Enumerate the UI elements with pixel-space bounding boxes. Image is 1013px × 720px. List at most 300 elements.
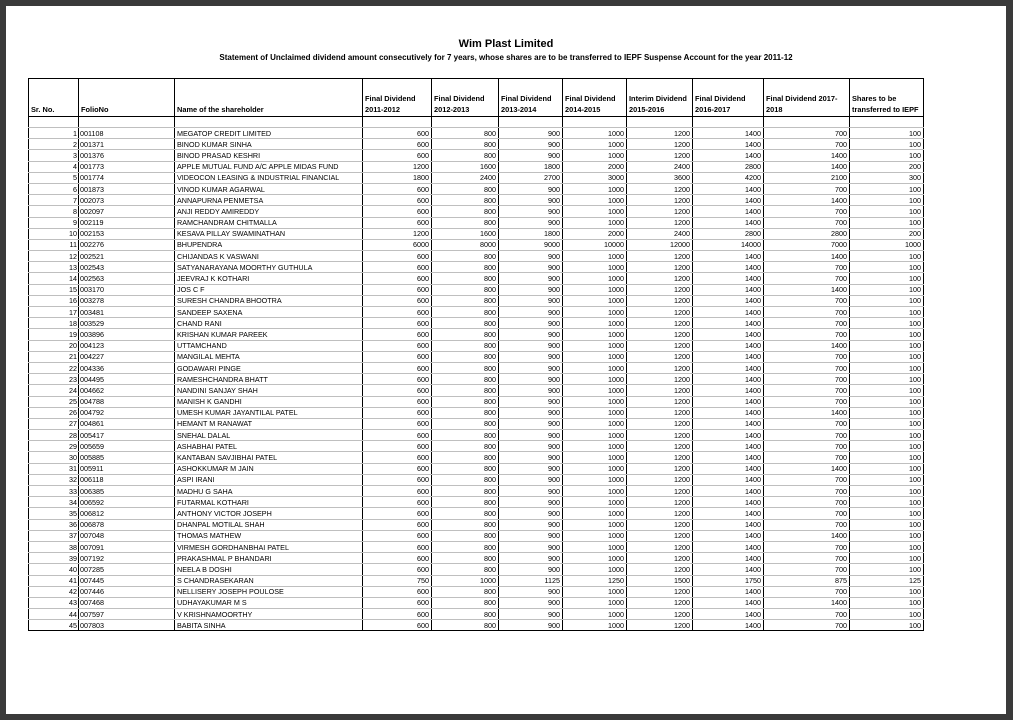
cell-shareholder-name: UTTAMCHAND	[175, 340, 363, 351]
cell-final-2017-2018: 700	[764, 128, 850, 139]
cell-final-2011-2012: 600	[363, 251, 432, 262]
cell-folio-no: 001376	[79, 150, 175, 161]
cell-final-2017-2018: 2100	[764, 172, 850, 183]
cell-sr-no: 20	[29, 340, 79, 351]
cell-final-2013-2014: 900	[499, 217, 563, 228]
cell-final-2017-2018: 1400	[764, 150, 850, 161]
cell-final-2016-2017: 1400	[693, 262, 764, 273]
cell-shareholder-name: ASPI IRANI	[175, 474, 363, 485]
cell-folio-no: 004495	[79, 374, 175, 385]
cell-final-2014-2015: 2000	[563, 161, 627, 172]
cell-final-2014-2015: 1000	[563, 474, 627, 485]
cell-final-2014-2015: 1000	[563, 351, 627, 362]
table-row	[29, 430, 924, 441]
cell-final-2013-2014: 900	[499, 452, 563, 463]
cell-final-2016-2017: 1400	[693, 318, 764, 329]
cell-final-2017-2018: 1400	[764, 530, 850, 541]
cell-folio-no: 001773	[79, 161, 175, 172]
table-row	[29, 183, 924, 194]
cell-final-2014-2015: 1000	[563, 564, 627, 575]
cell-final-2017-2018: 700	[764, 508, 850, 519]
cell-final-2013-2014: 900	[499, 497, 563, 508]
cell-shareholder-name: NANDINI SANJAY SHAH	[175, 385, 363, 396]
cell-interim-2015-2016: 1200	[627, 183, 693, 194]
cell-final-2012-2013: 800	[432, 295, 499, 306]
cell-final-2016-2017: 1400	[693, 519, 764, 530]
table-row	[29, 273, 924, 284]
cell-interim-2015-2016: 1200	[627, 609, 693, 620]
cell-final-2011-2012: 6000	[363, 239, 432, 250]
cell-shareholder-name: BHUPENDRA	[175, 239, 363, 250]
cell-shares-to-iepf: 100	[850, 407, 924, 418]
cell-shares-to-iepf: 100	[850, 128, 924, 139]
cell-final-2011-2012: 600	[363, 463, 432, 474]
cell-final-2013-2014: 900	[499, 418, 563, 429]
cell-sr-no: 4	[29, 161, 79, 172]
cell-final-2014-2015: 1000	[563, 396, 627, 407]
cell-final-2014-2015: 1000	[563, 318, 627, 329]
cell-shares-to-iepf: 100	[850, 206, 924, 217]
cell-final-2012-2013: 800	[432, 474, 499, 485]
cell-final-2013-2014: 900	[499, 351, 563, 362]
cell-shareholder-name: VINOD KUMAR AGARWAL	[175, 183, 363, 194]
cell-interim-2015-2016: 1200	[627, 284, 693, 295]
cell-final-2011-2012: 600	[363, 206, 432, 217]
cell-final-2016-2017: 1400	[693, 463, 764, 474]
cell-final-2012-2013: 800	[432, 396, 499, 407]
cell-sr-no: 6	[29, 183, 79, 194]
cell-final-2017-2018: 700	[764, 396, 850, 407]
cell-shareholder-name: SNEHAL DALAL	[175, 430, 363, 441]
cell-final-2011-2012: 600	[363, 586, 432, 597]
cell-final-2013-2014: 900	[499, 508, 563, 519]
cell-final-2016-2017: 1400	[693, 307, 764, 318]
cell-folio-no: 006878	[79, 519, 175, 530]
cell-folio-no: 003481	[79, 307, 175, 318]
cell-folio-no: 002097	[79, 206, 175, 217]
cell-final-2014-2015: 1250	[563, 575, 627, 586]
cell-shares-to-iepf: 300	[850, 172, 924, 183]
cell-final-2012-2013: 800	[432, 340, 499, 351]
cell-final-2012-2013: 800	[432, 329, 499, 340]
col-header-final-2016-2017: Final Dividend 2016-2017	[693, 79, 764, 117]
cell-interim-2015-2016: 1200	[627, 195, 693, 206]
cell-shares-to-iepf: 100	[850, 497, 924, 508]
table-row	[29, 284, 924, 295]
table-row	[29, 452, 924, 463]
cell-final-2014-2015: 1000	[563, 307, 627, 318]
cell-sr-no: 10	[29, 228, 79, 239]
table-row	[29, 396, 924, 407]
cell-final-2014-2015: 1000	[563, 128, 627, 139]
cell-final-2012-2013: 800	[432, 430, 499, 441]
table-row	[29, 497, 924, 508]
cell-final-2011-2012: 600	[363, 396, 432, 407]
cell-sr-no: 8	[29, 206, 79, 217]
cell-final-2017-2018: 700	[764, 497, 850, 508]
cell-final-2011-2012: 1200	[363, 161, 432, 172]
cell-final-2017-2018: 700	[764, 519, 850, 530]
cell-final-2016-2017: 1400	[693, 340, 764, 351]
cell-final-2014-2015: 1000	[563, 262, 627, 273]
cell-shareholder-name: BINOD PRASAD KESHRI	[175, 150, 363, 161]
cell-folio-no: 001371	[79, 139, 175, 150]
cell-final-2011-2012: 600	[363, 307, 432, 318]
cell-final-2014-2015: 1000	[563, 374, 627, 385]
cell-final-2016-2017: 1400	[693, 564, 764, 575]
cell-final-2016-2017: 1400	[693, 497, 764, 508]
cell-interim-2015-2016: 1200	[627, 564, 693, 575]
cell-final-2014-2015: 1000	[563, 553, 627, 564]
col-header-shareholder-name: Name of the shareholder	[175, 79, 363, 117]
cell-final-2013-2014: 900	[499, 251, 563, 262]
table-row	[29, 161, 924, 172]
cell-final-2013-2014: 900	[499, 374, 563, 385]
cell-final-2017-2018: 875	[764, 575, 850, 586]
cell-interim-2015-2016: 1200	[627, 508, 693, 519]
cell-interim-2015-2016: 1200	[627, 474, 693, 485]
cell-sr-no: 21	[29, 351, 79, 362]
cell-final-2016-2017: 1400	[693, 586, 764, 597]
cell-shares-to-iepf: 100	[850, 284, 924, 295]
cell-final-2011-2012: 600	[363, 609, 432, 620]
cell-shares-to-iepf: 100	[850, 329, 924, 340]
cell-final-2014-2015: 1000	[563, 295, 627, 306]
cell-shareholder-name: UDHAYAKUMAR M S	[175, 597, 363, 608]
cell-shareholder-name: ANJI REDDY AMIREDDY	[175, 206, 363, 217]
table-row	[29, 128, 924, 139]
cell-final-2016-2017: 2800	[693, 161, 764, 172]
cell-folio-no: 007091	[79, 541, 175, 552]
cell-final-2016-2017: 1400	[693, 486, 764, 497]
cell-final-2016-2017: 1400	[693, 597, 764, 608]
cell-shares-to-iepf: 100	[850, 452, 924, 463]
cell-final-2011-2012: 600	[363, 418, 432, 429]
cell-shareholder-name: RAMCHANDRAM CHITMALLA	[175, 217, 363, 228]
cell-interim-2015-2016: 1200	[627, 307, 693, 318]
table-row	[29, 318, 924, 329]
cell-sr-no: 36	[29, 519, 79, 530]
cell-final-2011-2012: 600	[363, 262, 432, 273]
cell-folio-no: 002153	[79, 228, 175, 239]
cell-folio-no: 006812	[79, 508, 175, 519]
cell-sr-no: 16	[29, 295, 79, 306]
table-row	[29, 564, 924, 575]
cell-shares-to-iepf: 100	[850, 474, 924, 485]
cell-interim-2015-2016: 1200	[627, 385, 693, 396]
table-row	[29, 251, 924, 262]
table-row	[29, 295, 924, 306]
cell-final-2013-2014: 900	[499, 307, 563, 318]
cell-final-2011-2012: 600	[363, 362, 432, 373]
cell-final-2011-2012: 600	[363, 597, 432, 608]
cell-final-2016-2017: 1400	[693, 609, 764, 620]
cell-sr-no: 9	[29, 217, 79, 228]
cell-final-2013-2014: 900	[499, 206, 563, 217]
cell-final-2017-2018: 700	[764, 586, 850, 597]
cell-folio-no: 007192	[79, 553, 175, 564]
cell-interim-2015-2016: 3600	[627, 172, 693, 183]
cell-folio-no: 007285	[79, 564, 175, 575]
cell-sr-no: 7	[29, 195, 79, 206]
cell-final-2016-2017: 1400	[693, 295, 764, 306]
cell-final-2014-2015: 1000	[563, 508, 627, 519]
cell-final-2012-2013: 800	[432, 318, 499, 329]
cell-final-2016-2017: 1400	[693, 351, 764, 362]
cell-sr-no: 37	[29, 530, 79, 541]
cell-final-2011-2012: 600	[363, 508, 432, 519]
cell-sr-no: 38	[29, 541, 79, 552]
table-row	[29, 239, 924, 250]
cell-interim-2015-2016: 1200	[627, 519, 693, 530]
cell-shareholder-name: DHANPAL MOTILAL SHAH	[175, 519, 363, 530]
cell-final-2011-2012: 600	[363, 564, 432, 575]
cell-interim-2015-2016: 1200	[627, 273, 693, 284]
cell-final-2017-2018: 700	[764, 452, 850, 463]
cell-final-2012-2013: 1600	[432, 161, 499, 172]
cell-final-2011-2012: 600	[363, 474, 432, 485]
table-row	[29, 586, 924, 597]
cell-final-2013-2014: 900	[499, 273, 563, 284]
cell-folio-no: 006592	[79, 497, 175, 508]
col-header-shares-to-iepf: Shares to be transferred to IEPF	[850, 79, 924, 117]
cell-shares-to-iepf: 100	[850, 195, 924, 206]
cell-final-2012-2013: 800	[432, 251, 499, 262]
cell-shares-to-iepf: 100	[850, 609, 924, 620]
cell-folio-no: 001873	[79, 183, 175, 194]
cell-interim-2015-2016: 1200	[627, 217, 693, 228]
cell-final-2012-2013: 800	[432, 139, 499, 150]
cell-shareholder-name: CHAND RANI	[175, 318, 363, 329]
cell-folio-no: 003529	[79, 318, 175, 329]
cell-shares-to-iepf: 125	[850, 575, 924, 586]
cell-final-2017-2018: 700	[764, 441, 850, 452]
cell-final-2017-2018: 700	[764, 418, 850, 429]
cell-shareholder-name: RAMESHCHANDRA BHATT	[175, 374, 363, 385]
cell-final-2017-2018: 700	[764, 295, 850, 306]
cell-final-2012-2013: 800	[432, 597, 499, 608]
cell-shareholder-name: MEGATOP CREDIT LIMITED	[175, 128, 363, 139]
cell-final-2013-2014: 900	[499, 340, 563, 351]
cell-interim-2015-2016: 1200	[627, 418, 693, 429]
cell-final-2011-2012: 600	[363, 541, 432, 552]
cell-interim-2015-2016: 1200	[627, 586, 693, 597]
cell-folio-no: 007597	[79, 609, 175, 620]
cell-shareholder-name: MANISH K GANDHI	[175, 396, 363, 407]
cell-shares-to-iepf: 100	[850, 295, 924, 306]
table-row	[29, 307, 924, 318]
table-row	[29, 597, 924, 608]
cell-final-2011-2012: 1800	[363, 172, 432, 183]
cell-final-2017-2018: 700	[764, 206, 850, 217]
cell-final-2012-2013: 800	[432, 530, 499, 541]
cell-final-2011-2012: 600	[363, 273, 432, 284]
cell-shares-to-iepf: 100	[850, 139, 924, 150]
table-row	[29, 418, 924, 429]
cell-final-2014-2015: 1000	[563, 362, 627, 373]
cell-shares-to-iepf: 100	[850, 318, 924, 329]
cell-final-2016-2017: 1400	[693, 251, 764, 262]
cell-final-2012-2013: 800	[432, 385, 499, 396]
cell-folio-no: 002521	[79, 251, 175, 262]
cell-final-2011-2012: 600	[363, 340, 432, 351]
cell-final-2012-2013: 800	[432, 586, 499, 597]
cell-final-2013-2014: 900	[499, 295, 563, 306]
cell-shares-to-iepf: 100	[850, 251, 924, 262]
col-header-final-2017-2018: Final Dividend 2017-2018	[764, 79, 850, 117]
cell-final-2011-2012: 600	[363, 385, 432, 396]
cell-shareholder-name: FUTARMAL KOTHARI	[175, 497, 363, 508]
cell-final-2014-2015: 1000	[563, 519, 627, 530]
cell-shares-to-iepf: 100	[850, 340, 924, 351]
cell-final-2011-2012: 600	[363, 284, 432, 295]
cell-final-2017-2018: 700	[764, 329, 850, 340]
cell-folio-no: 001108	[79, 128, 175, 139]
cell-folio-no: 003278	[79, 295, 175, 306]
cell-final-2017-2018: 700	[764, 620, 850, 631]
cell-sr-no: 5	[29, 172, 79, 183]
cell-final-2013-2014: 900	[499, 396, 563, 407]
cell-interim-2015-2016: 1200	[627, 128, 693, 139]
cell-final-2017-2018: 1400	[764, 195, 850, 206]
cell-final-2016-2017: 1400	[693, 273, 764, 284]
cell-shareholder-name: PRAKASHMAL P BHANDARI	[175, 553, 363, 564]
cell-final-2013-2014: 900	[499, 620, 563, 631]
cell-final-2013-2014: 1800	[499, 161, 563, 172]
cell-final-2012-2013: 1000	[432, 575, 499, 586]
cell-shareholder-name: HEMANT M RANAWAT	[175, 418, 363, 429]
cell-final-2014-2015: 1000	[563, 530, 627, 541]
cell-final-2016-2017: 4200	[693, 172, 764, 183]
cell-sr-no: 25	[29, 396, 79, 407]
col-header-final-2013-2014: Final Dividend 2013-2014	[499, 79, 563, 117]
cell-shares-to-iepf: 100	[850, 486, 924, 497]
table-row	[29, 486, 924, 497]
cell-final-2012-2013: 800	[432, 497, 499, 508]
cell-shares-to-iepf: 100	[850, 541, 924, 552]
cell-final-2014-2015: 1000	[563, 183, 627, 194]
cell-final-2013-2014: 900	[499, 407, 563, 418]
cell-folio-no: 006118	[79, 474, 175, 485]
cell-interim-2015-2016: 1200	[627, 497, 693, 508]
cell-final-2017-2018: 1400	[764, 340, 850, 351]
cell-final-2013-2014: 900	[499, 474, 563, 485]
cell-final-2014-2015: 1000	[563, 486, 627, 497]
cell-folio-no: 005659	[79, 441, 175, 452]
cell-shareholder-name: ANNAPURNA PENMETSA	[175, 195, 363, 206]
cell-final-2013-2014: 900	[499, 385, 563, 396]
dividend-table	[28, 78, 924, 631]
table-row	[29, 553, 924, 564]
cell-shares-to-iepf: 100	[850, 262, 924, 273]
cell-folio-no: 007446	[79, 586, 175, 597]
table-row	[29, 530, 924, 541]
table-row	[29, 374, 924, 385]
cell-final-2012-2013: 800	[432, 262, 499, 273]
cell-interim-2015-2016: 1200	[627, 396, 693, 407]
cell-final-2014-2015: 1000	[563, 217, 627, 228]
cell-final-2017-2018: 700	[764, 486, 850, 497]
col-header-sr-no: Sr. No.	[29, 79, 79, 117]
table-row	[29, 620, 924, 631]
cell-final-2012-2013: 800	[432, 519, 499, 530]
cell-final-2016-2017: 1400	[693, 150, 764, 161]
cell-shareholder-name: BINOD KUMAR SINHA	[175, 139, 363, 150]
cell-interim-2015-2016: 1200	[627, 251, 693, 262]
cell-final-2017-2018: 700	[764, 318, 850, 329]
col-header-folio-no: FolioNo	[79, 79, 175, 117]
table-row	[29, 228, 924, 239]
cell-final-2016-2017: 14000	[693, 239, 764, 250]
cell-shares-to-iepf: 100	[850, 519, 924, 530]
cell-folio-no: 007048	[79, 530, 175, 541]
cell-final-2011-2012: 600	[363, 351, 432, 362]
cell-shares-to-iepf: 100	[850, 418, 924, 429]
cell-final-2011-2012: 600	[363, 295, 432, 306]
cell-final-2014-2015: 1000	[563, 452, 627, 463]
cell-final-2011-2012: 600	[363, 195, 432, 206]
cell-final-2017-2018: 700	[764, 564, 850, 575]
cell-final-2011-2012: 600	[363, 183, 432, 194]
table-row	[29, 441, 924, 452]
table-row	[29, 519, 924, 530]
cell-sr-no: 3	[29, 150, 79, 161]
cell-shares-to-iepf: 100	[850, 374, 924, 385]
cell-final-2012-2013: 800	[432, 128, 499, 139]
cell-interim-2015-2016: 1200	[627, 262, 693, 273]
cell-interim-2015-2016: 1200	[627, 541, 693, 552]
cell-final-2012-2013: 800	[432, 407, 499, 418]
cell-final-2013-2014: 900	[499, 150, 563, 161]
cell-final-2016-2017: 1400	[693, 217, 764, 228]
cell-final-2012-2013: 800	[432, 486, 499, 497]
cell-interim-2015-2016: 1200	[627, 486, 693, 497]
cell-shareholder-name: MANGILAL MEHTA	[175, 351, 363, 362]
cell-sr-no: 35	[29, 508, 79, 519]
cell-final-2013-2014: 900	[499, 318, 563, 329]
cell-folio-no: 002563	[79, 273, 175, 284]
cell-final-2014-2015: 1000	[563, 150, 627, 161]
cell-sr-no: 45	[29, 620, 79, 631]
cell-final-2014-2015: 1000	[563, 329, 627, 340]
cell-shares-to-iepf: 200	[850, 161, 924, 172]
cell-final-2013-2014: 2700	[499, 172, 563, 183]
cell-final-2012-2013: 800	[432, 150, 499, 161]
cell-folio-no: 004861	[79, 418, 175, 429]
cell-final-2016-2017: 1400	[693, 206, 764, 217]
cell-final-2016-2017: 1400	[693, 128, 764, 139]
cell-shares-to-iepf: 100	[850, 430, 924, 441]
cell-final-2014-2015: 1000	[563, 463, 627, 474]
cell-folio-no: 003896	[79, 329, 175, 340]
cell-final-2013-2014: 900	[499, 586, 563, 597]
cell-folio-no: 002119	[79, 217, 175, 228]
cell-final-2016-2017: 1400	[693, 441, 764, 452]
cell-final-2014-2015: 1000	[563, 273, 627, 284]
cell-final-2011-2012: 600	[363, 530, 432, 541]
cell-final-2011-2012: 600	[363, 139, 432, 150]
cell-final-2013-2014: 900	[499, 530, 563, 541]
cell-shares-to-iepf: 100	[850, 183, 924, 194]
cell-folio-no: 007445	[79, 575, 175, 586]
cell-final-2012-2013: 800	[432, 284, 499, 295]
cell-final-2012-2013: 800	[432, 418, 499, 429]
cell-shares-to-iepf: 100	[850, 553, 924, 564]
cell-final-2016-2017: 1400	[693, 530, 764, 541]
cell-shareholder-name: ANTHONY VICTOR JOSEPH	[175, 508, 363, 519]
cell-interim-2015-2016: 1200	[627, 407, 693, 418]
cell-final-2014-2015: 1000	[563, 251, 627, 262]
